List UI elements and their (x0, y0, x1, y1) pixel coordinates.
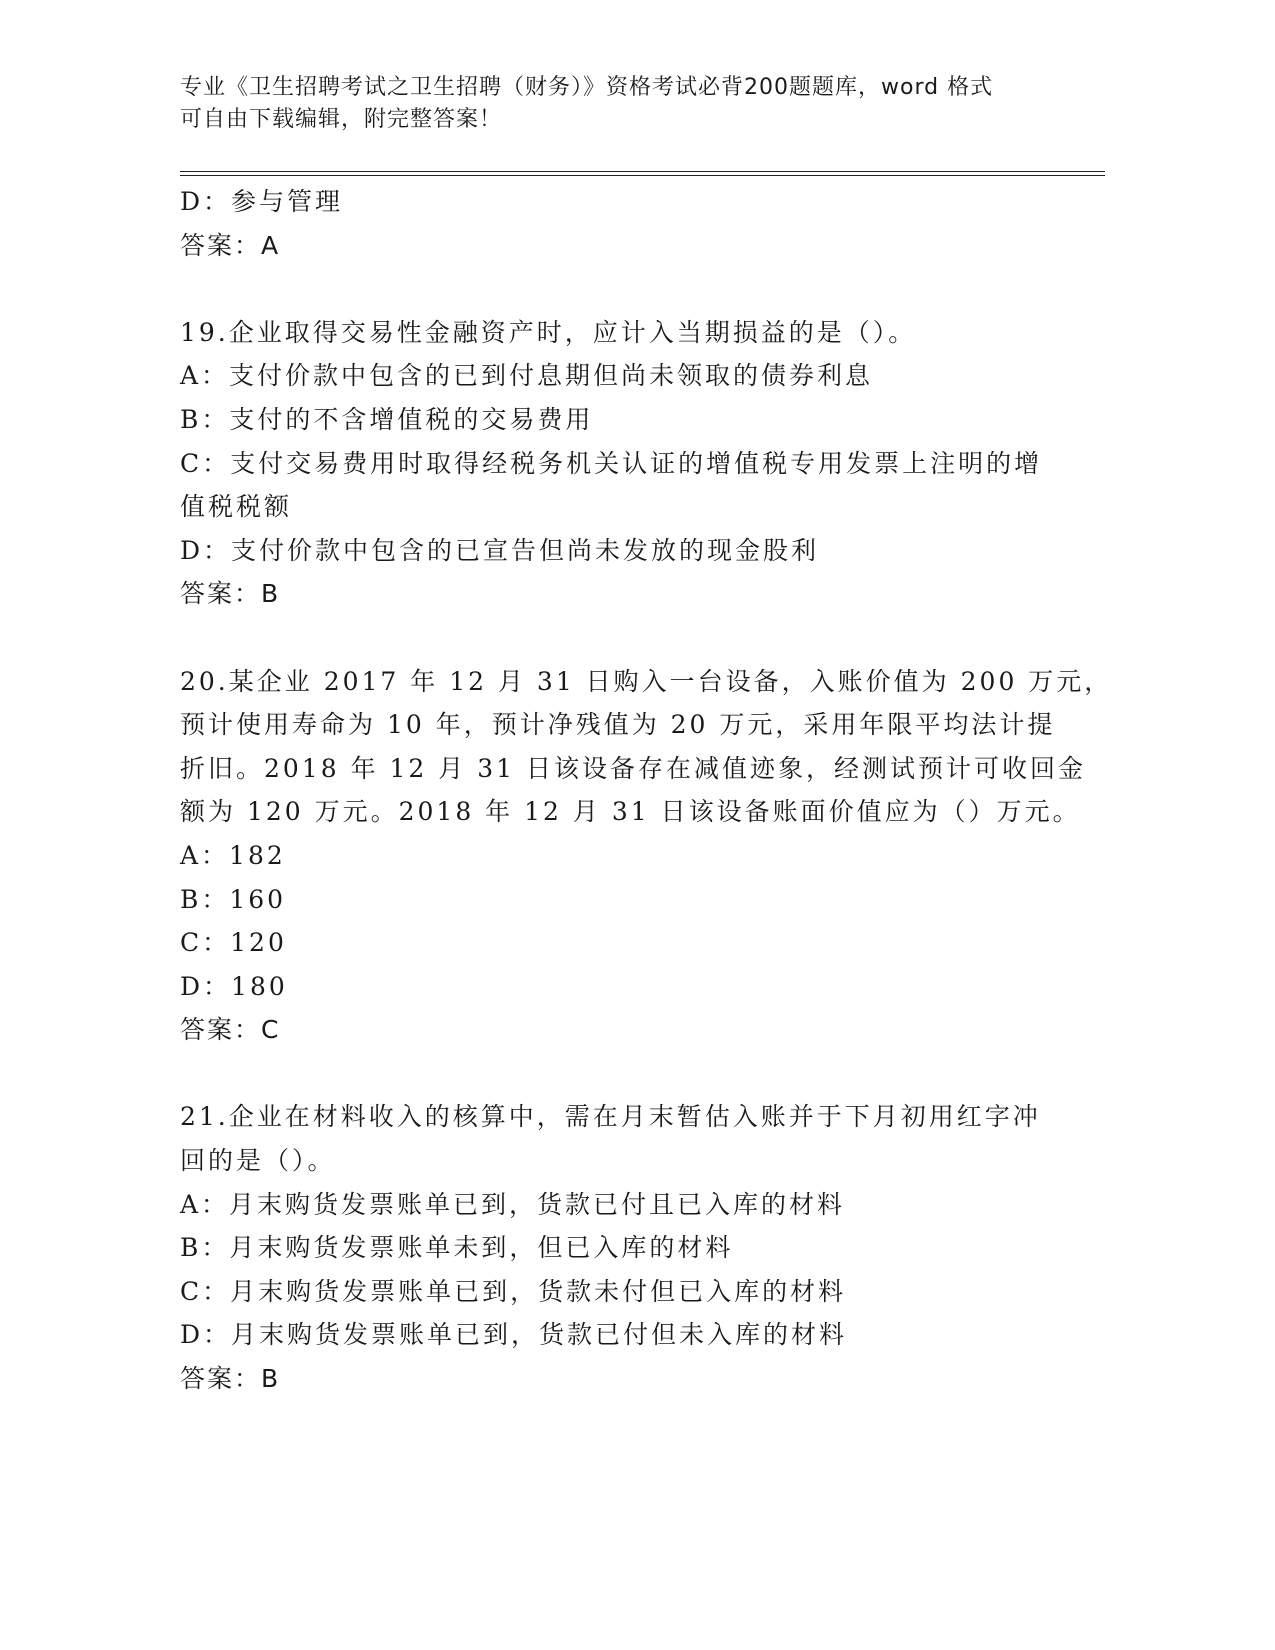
answer-line: 答案：C (180, 1015, 281, 1045)
previous-question-tail (180, 180, 1040, 267)
option-a: A：支付价款中包含的已到付息期但尚未领取的债券利息 (180, 361, 874, 391)
question-21 (180, 1095, 1040, 1400)
question-stem-continued: 折旧。2018 年 12 月 31 日该设备存在减值迹象，经测试预计可收回金 (180, 753, 1086, 783)
option-d: D：180 (180, 971, 288, 1001)
question-stem-continued: 预计使用寿命为 10 年，预计净残值为 20 万元，采用年限平均法计提 (180, 710, 1056, 740)
question-20 (180, 660, 1113, 1052)
header-divider-top (180, 171, 1105, 172)
question-stem-continued: 回的是（）。 (180, 1146, 336, 1176)
option-c: C：月末购货发票账单已到，货款未付但已入库的材料 (180, 1276, 847, 1306)
header-title-line-2: 可自由下载编辑，附完整答案！ (180, 107, 503, 132)
question-stem-continued: 额为 120 万元。2018 年 12 月 31 日该设备账面价值应为（）万元。 (180, 797, 1081, 827)
option-b: B：支付的不含增值税的交易费用 (180, 404, 594, 434)
option-b: B：月末购货发票账单未到，但已入库的材料 (180, 1233, 734, 1263)
option-d: D：支付价款中包含的已宣告但尚未发放的现金股利 (180, 535, 820, 565)
header-title-line-1: 专业《卫生招聘考试之卫生招聘（财务）》资格考试必背200题题库，word 格式 (180, 75, 994, 100)
answer-line: 答案：B (180, 579, 281, 609)
question-stem: 20.某企业 2017 年 12 月 31 日购入一台设备，入账价值为 200 万元， (180, 666, 1113, 696)
question-stem: 19.企业取得交易性金融资产时，应计入当期损益的是（）。 (180, 317, 917, 347)
option-c: C：120 (180, 928, 287, 958)
spacer (180, 1052, 1040, 1096)
header-divider-bottom (180, 175, 1105, 176)
spacer (180, 267, 1040, 311)
question-stem: 21.企业在材料收入的核算中，需在月末暂估入账并于下月初用红字冲 (180, 1102, 1041, 1132)
question-19 (180, 311, 1043, 616)
answer-line: 答案：B (180, 1364, 281, 1394)
document-body (180, 180, 1113, 1401)
option-c-continued: 值税税额 (180, 492, 293, 522)
option-c: C：支付交易费用时取得经税务机关认证的增值税专用发票上注明的增 (180, 448, 1043, 478)
document-header (180, 72, 1060, 136)
option-d: D：月末购货发票账单已到，货款已付但未入库的材料 (180, 1320, 848, 1350)
answer-line: 答案：A (180, 230, 281, 260)
spacer (180, 616, 1040, 660)
option-a: A：182 (180, 840, 286, 870)
option-d: D：参与管理 (180, 187, 344, 216)
option-b: B：160 (180, 884, 287, 914)
option-a: A：月末购货发票账单已到，货款已付且已入库的材料 (180, 1189, 846, 1219)
